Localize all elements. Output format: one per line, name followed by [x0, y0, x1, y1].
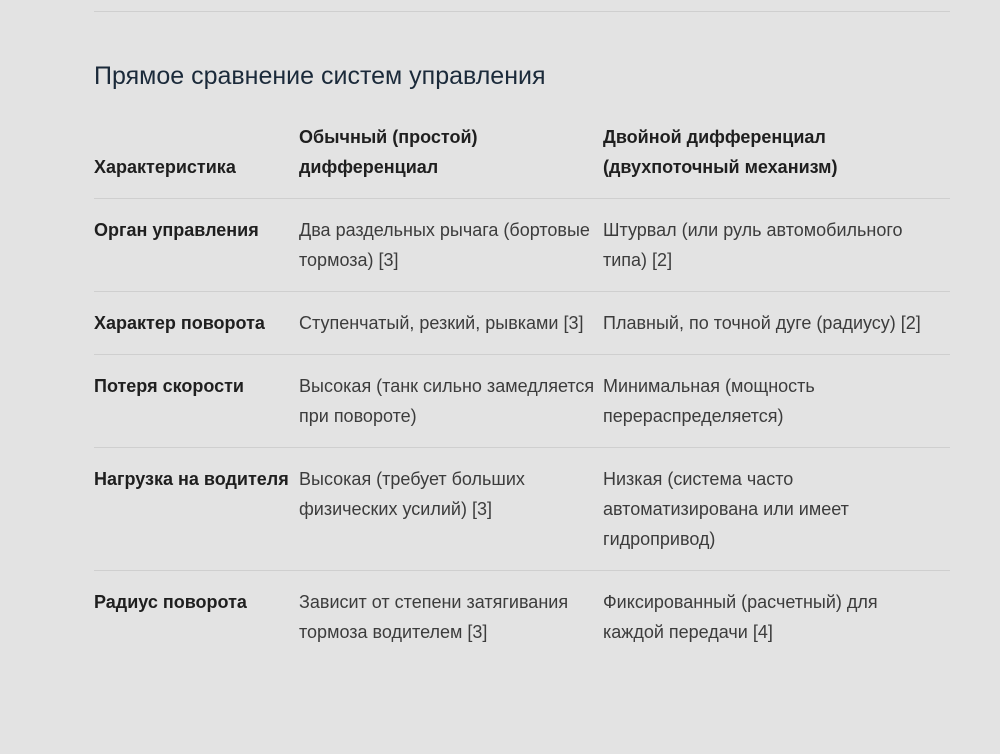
row-double-value: Фиксированный (расчетный) для каждой передачи [4] — [603, 592, 878, 642]
row-feature: Потеря скорости — [94, 376, 244, 396]
row-simple-value: Высокая (требует больших физических усилий) [3] — [299, 469, 525, 519]
table-header-row — [94, 118, 950, 199]
row-double-value: Плавный, по точной дуге (радиусу) [2] — [603, 313, 921, 333]
row-feature: Радиус поворота — [94, 592, 247, 612]
table-row — [94, 448, 950, 571]
row-feature: Орган управления — [94, 220, 259, 240]
table-row — [94, 199, 950, 292]
row-feature: Характер поворота — [94, 313, 265, 333]
comparison-table — [94, 118, 950, 663]
row-double-value: Низкая (система часто автоматизирована или имеет гидропривод) — [603, 469, 849, 549]
header-double-differential: Двойной дифференциал (двухпоточный механизм) — [603, 127, 838, 177]
header-feature: Характеристика — [94, 157, 236, 177]
row-feature: Нагрузка на водителя — [94, 469, 289, 489]
row-simple-value: Ступенчатый, резкий, рывками [3] — [299, 313, 584, 333]
section-title: Прямое сравнение систем управления — [94, 62, 546, 90]
table-row — [94, 355, 950, 448]
row-simple-value: Два раздельных рычага (бортовые тормоза) [3] — [299, 220, 590, 270]
table-row — [94, 292, 950, 355]
header-simple-differential: Обычный (простой) дифференциал — [299, 127, 478, 177]
top-divider — [94, 11, 950, 12]
row-simple-value: Высокая (танк сильно замедляется при повороте) — [299, 376, 595, 426]
table-row — [94, 571, 950, 664]
row-double-value: Штурвал (или руль автомобильного типа) [2] — [603, 220, 903, 270]
row-double-value: Минимальная (мощность перераспределяется) — [603, 376, 815, 426]
row-simple-value: Зависит от степени затягивания тормоза водителем [3] — [299, 592, 569, 642]
